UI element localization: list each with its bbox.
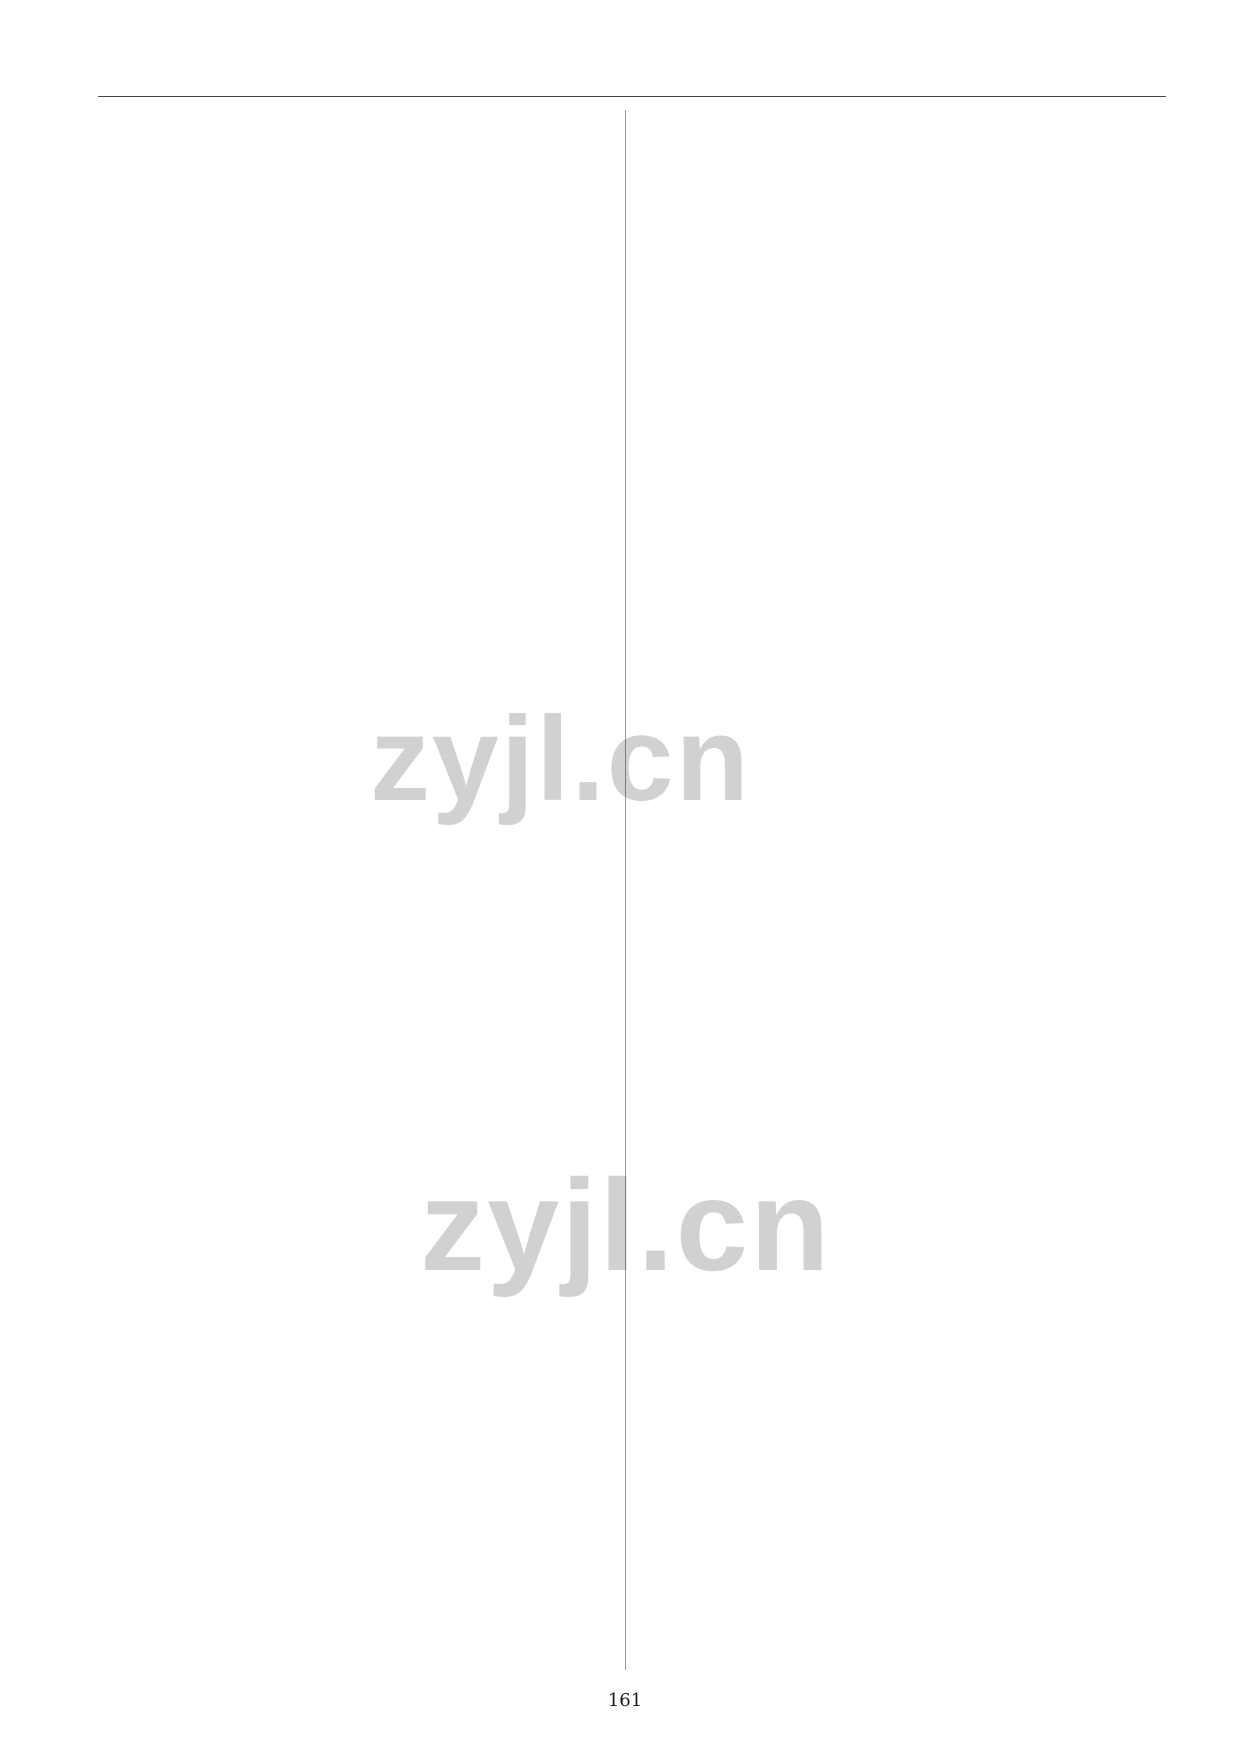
watermark: zyjl.cn <box>370 692 751 826</box>
left-column <box>98 110 618 1670</box>
header-rule <box>98 96 1166 97</box>
page-number: 161 <box>607 1690 643 1711</box>
watermark: zyjl.cn <box>420 1152 832 1298</box>
right-column <box>632 110 1152 1670</box>
column-divider <box>625 110 626 1670</box>
